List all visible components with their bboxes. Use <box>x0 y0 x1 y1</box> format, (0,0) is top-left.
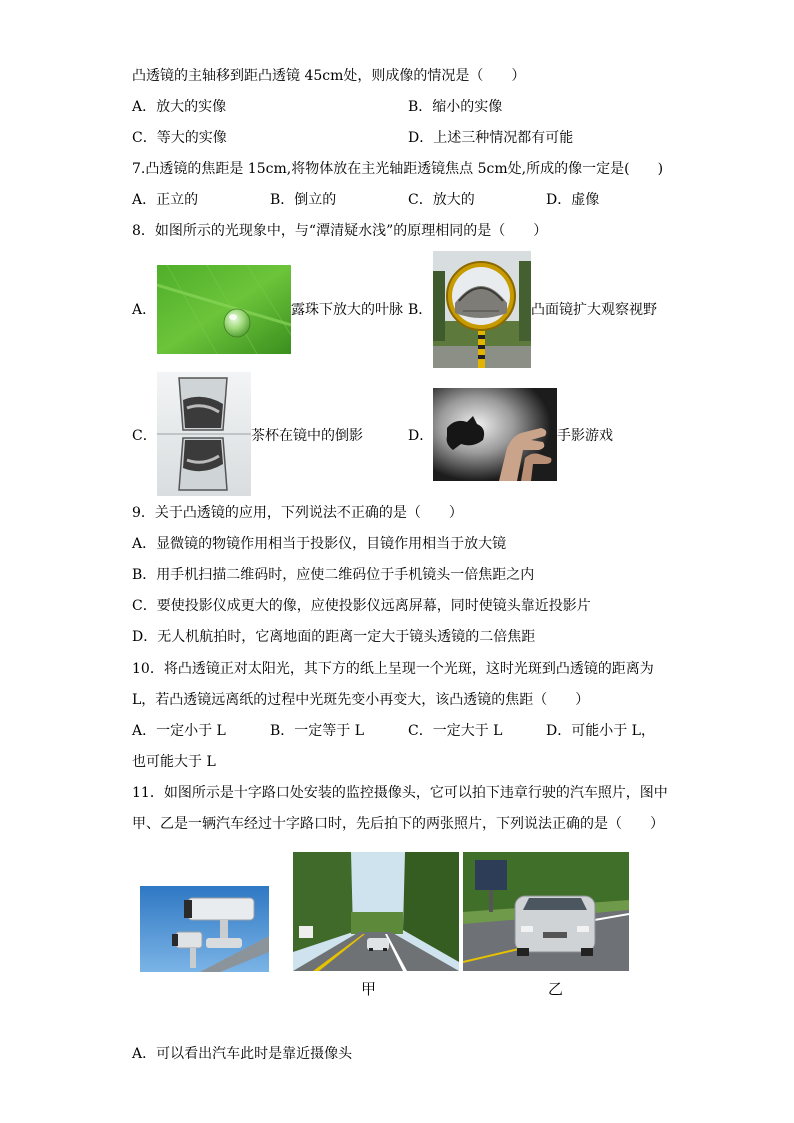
q8-option-c-caption: 茶杯在镜中的倒影 <box>251 428 363 444</box>
q6-option-c: C．等大的实像 <box>132 130 227 146</box>
q8-option-a-letter: A． <box>132 302 157 318</box>
q10-option-d: D．可能小于 L， <box>546 723 655 739</box>
q10-option-a: A．一定小于 L <box>132 723 226 739</box>
q7-option-a: A．正立的 <box>132 192 199 208</box>
q9-option-a: A．显微镜的物镜作用相当于投影仪，目镜作用相当于放大镜 <box>132 536 507 552</box>
q11-option-a: A．可以看出汽车此时是靠近摄像头 <box>132 1046 353 1062</box>
photo-yi-image <box>463 852 629 971</box>
photo-jia-label: 甲 <box>361 980 377 998</box>
q11-stem-line1: 11．如图所示是十字路口处安装的监控摄像头，它可以拍下违章行驶的汽车照片，图中 <box>132 785 668 801</box>
q6-option-d: D．上述三种情况都有可能 <box>408 130 574 146</box>
q10-option-c: C．一定大于 L <box>408 723 503 739</box>
q8-option-d-caption: 手影游戏 <box>557 428 613 444</box>
q11-stem-line2: 甲、乙是一辆汽车经过十字路口时，先后拍下的两张照片，下列说法正确的是（ ） <box>132 816 664 832</box>
q9-stem: 9．关于凸透镜的应用，下列说法不正确的是（ ） <box>132 505 463 521</box>
q7-option-d: D．虚像 <box>546 192 600 208</box>
q10-option-d-continuation: 也可能大于 L <box>132 754 216 770</box>
q10-stem-line2: L，若凸透镜远离纸的过程中光斑先变小再变大，该凸透镜的焦距（ ） <box>132 692 590 708</box>
q7-option-c: C．放大的 <box>408 192 475 208</box>
q8-option-c-letter: C． <box>132 428 157 444</box>
photo-jia-image <box>293 852 459 971</box>
teacup-reflection-image <box>157 372 251 496</box>
q6-option-b: B．缩小的实像 <box>408 99 503 115</box>
hand-shadow-image <box>433 388 557 481</box>
q9-option-b: B．用手机扫描二维码时，应使二维码位于手机镜头一倍焦距之内 <box>132 567 535 583</box>
q9-option-d: D．无人机航拍时，它离地面的距离一定大于镜头透镜的二倍焦距 <box>132 629 536 645</box>
q7-option-b: B．倒立的 <box>270 192 337 208</box>
convex-mirror-image <box>433 251 531 368</box>
q8-option-a-caption: 露珠下放大的叶脉 <box>291 302 403 318</box>
q10-stem-line1: 10．将凸透镜正对太阳光，其下方的纸上呈现一个光斑，这时光斑到凸透镜的距离为 <box>132 661 654 677</box>
leaf-dewdrop-image <box>157 265 291 354</box>
q8-option-b-letter: B． <box>408 302 433 318</box>
photo-yi-label: 乙 <box>548 980 564 998</box>
q8-option-d-letter: D． <box>408 428 434 444</box>
q10-option-b: B．一定等于 L <box>270 723 365 739</box>
q6-stem-continuation: 凸透镜的主轴移到距凸透镜 45cm处，则成像的情况是（ ） <box>132 68 526 84</box>
surveillance-camera-image <box>140 886 269 972</box>
q9-option-c: C．要使投影仪成更大的像，应使投影仪远离屏幕，同时使镜头靠近投影片 <box>132 598 591 614</box>
q8-option-b-caption: 凸面镜扩大观察视野 <box>531 302 657 318</box>
q8-stem: 8．如图所示的光现象中，与“潭清疑水浅”的原理相同的是（ ） <box>132 223 548 239</box>
q7-stem: 7.凸透镜的焦距是 15cm,将物体放在主光轴距透镜焦点 5cm处,所成的像一定是( ) <box>132 161 664 177</box>
q6-option-a: A．放大的实像 <box>132 99 227 115</box>
